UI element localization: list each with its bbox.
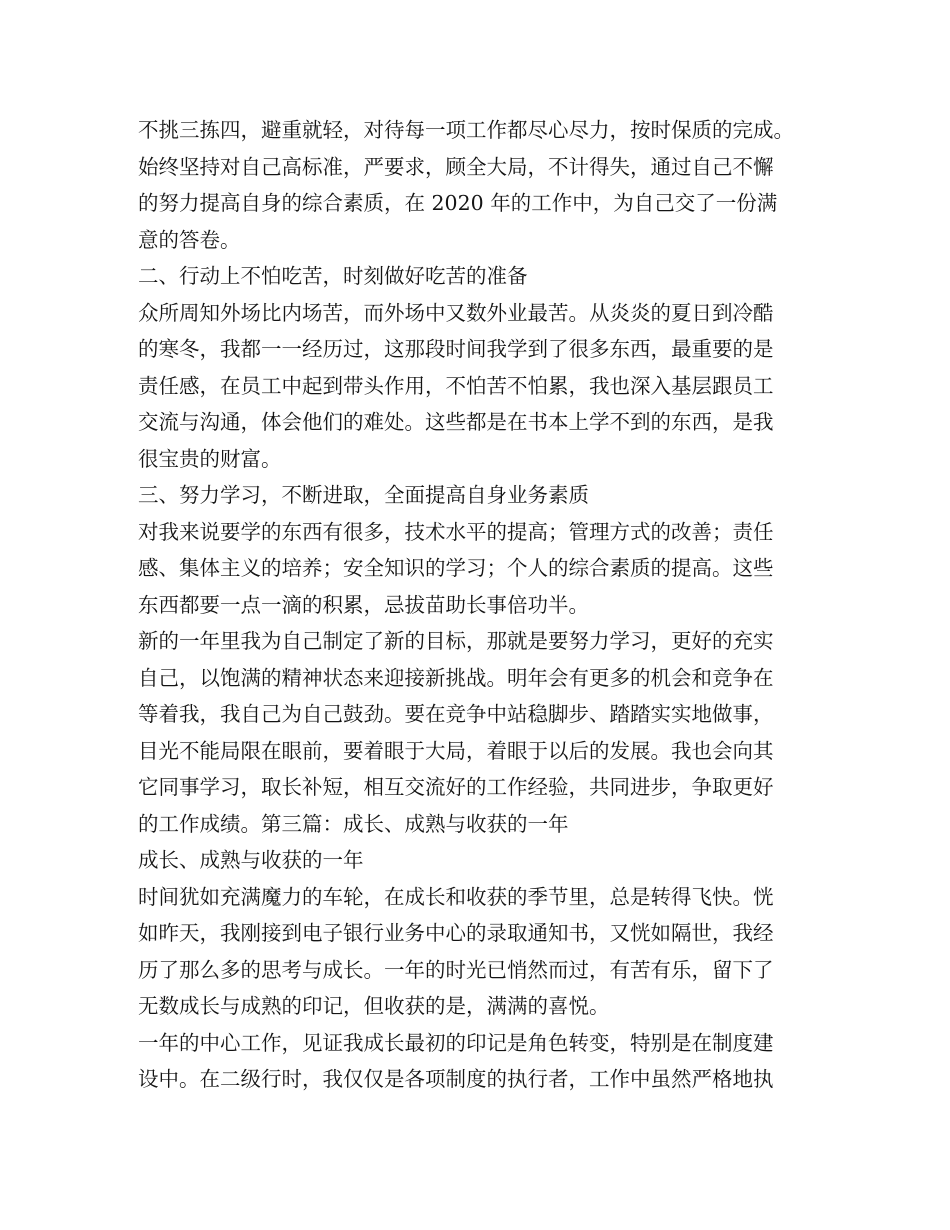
body-line: 始终坚持对自己高标准，严要求，顾全大局，不计得失，通过自己不懈: [138, 154, 774, 179]
body-line: 目光不能局限在眼前，要着眼于大局，着眼于以后的发展。我也会向其: [138, 738, 774, 763]
body-line: 很宝贵的财富。: [138, 446, 282, 471]
body-line: 设中。在二级行时，我仅仅是各项制度的执行者，工作中虽然严格地执: [138, 1067, 774, 1091]
body-line: 时间犹如充满魔力的车轮，在成长和收获的季节里，总是转得飞快。恍: [138, 884, 774, 909]
body-line: 历了那么多的思考与成长。一年的时光已悄然而过，有苦有乐，留下了: [138, 957, 774, 982]
document-body: [138, 112, 828, 1098]
body-line: 它同事学习，取长补短，相互交流好的工作经验，共同进步，争取更好: [138, 775, 774, 799]
section-heading: 二、行动上不怕吃苦，时刻做好吃苦的准备: [138, 264, 528, 288]
body-line: 的努力提高自身的综合素质，在 2020 年的工作中，为自己交了一份满: [138, 191, 778, 215]
body-line: 的工作成绩。第三篇：成长、成熟与收获的一年: [138, 811, 569, 836]
body-line: 无数成长与成熟的印记，但收获的是，满满的喜悦。: [138, 994, 610, 1018]
body-line: 东西都要一点一滴的积累，忌拔苗助长事倍功半。: [138, 592, 589, 617]
body-line: 新的一年里我为自己制定了新的目标，那就是要努力学习，更好的充实: [138, 629, 774, 653]
body-line: 众所周知外场比内场苦，而外场中又数外业最苦。从炎炎的夏日到冷酷: [138, 300, 774, 325]
body-line: 自己，以饱满的精神状态来迎接新挑战。明年会有更多的机会和竞争在: [138, 665, 774, 690]
body-line: 感、集体主义的培养；安全知识的学习；个人的综合素质的提高。这些: [138, 556, 774, 580]
body-line: 不挑三拣四，避重就轻，对待每一项工作都尽心尽力，按时保质的完成。: [138, 118, 794, 142]
body-line: 的寒冬，我都一一经历过，这那段时间我学到了很多东西，最重要的是: [138, 337, 774, 361]
body-line: 责任感，在员工中起到带头作用，不怕苦不怕累，我也深入基层跟员工: [138, 373, 774, 398]
body-line: 意的答卷。: [138, 227, 241, 252]
article-title: 成长、成熟与收获的一年: [138, 848, 364, 872]
section-heading: 三、努力学习，不断进取，全面提高自身业务素质: [138, 483, 589, 507]
body-line: 等着我，我自己为自己鼓劲。要在竞争中站稳脚步、踏踏实实地做事，: [138, 702, 774, 726]
body-line: 交流与沟通，体会他们的难处。这些都是在书本上学不到的东西，是我: [138, 410, 774, 434]
body-line: 如昨天，我刚接到电子银行业务中心的录取通知书，又恍如隔世，我经: [138, 921, 774, 945]
body-line: 一年的中心工作，见证我成长最初的印记是角色转变，特别是在制度建: [138, 1030, 774, 1055]
body-line: 对我来说要学的东西有很多，技术水平的提高；管理方式的改善；责任: [138, 519, 774, 544]
